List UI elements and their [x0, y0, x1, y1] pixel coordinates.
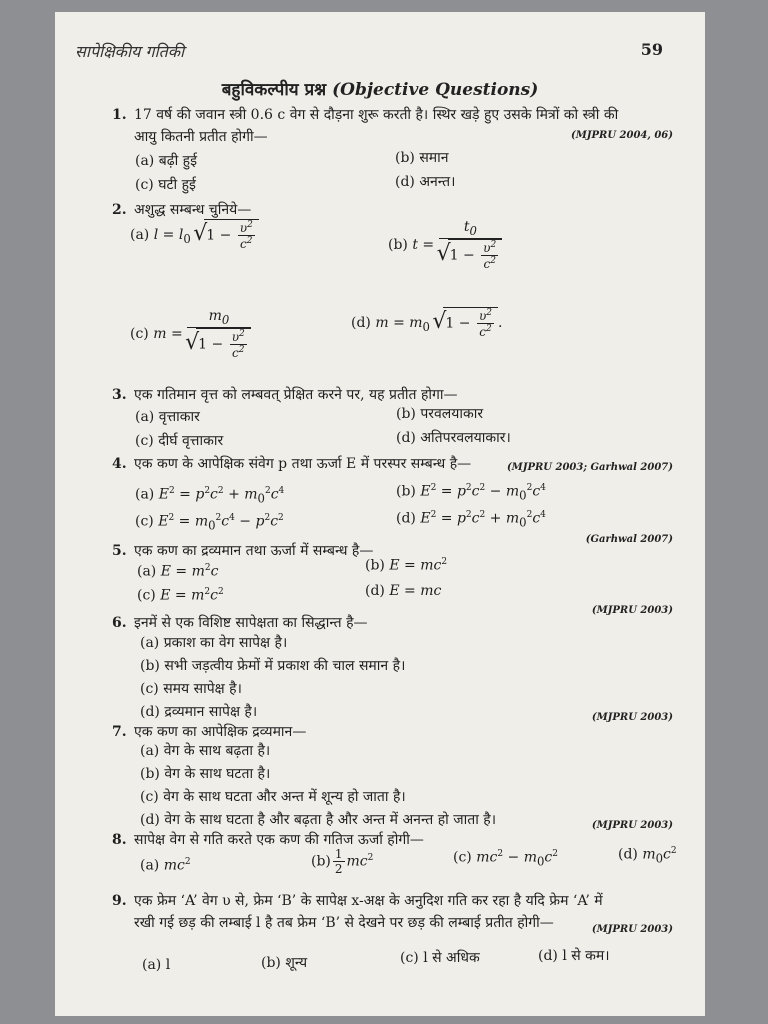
option-label: (b)	[396, 483, 416, 500]
option-label: (a)	[130, 227, 150, 243]
q5-option-c: (c) $E = m^2c^2$	[137, 587, 224, 604]
question-2	[112, 200, 251, 219]
q6-option-d: (d) द्रव्यमान सापेक्ष है।	[140, 704, 258, 720]
q9-option-d: (d) l से कम।	[538, 948, 610, 964]
q2-option-d: (d) $m = m_0$ √ 1 − $\frac{\upsilon^2}{c^2}$ .	[351, 307, 502, 339]
question-number: 8.	[112, 832, 127, 848]
question-9	[112, 891, 603, 910]
question-1	[112, 105, 618, 124]
question-number: 6.	[112, 615, 127, 631]
question-number: 7.	[112, 724, 127, 740]
option-label: (a)	[137, 563, 157, 580]
question-7-source: (MJPRU 2003)	[591, 712, 673, 723]
q5-option-b: (b) $E = mc^2$	[365, 557, 448, 574]
q8-option-b: (b) $\frac{1}{2}$ $mc^2$	[311, 847, 374, 876]
chapter-header: सापेक्षिकीय गतिकी	[75, 42, 185, 61]
question-9-line2: रखी गई छड़ की लम्बाई l है तब फ्रेम ‘B’ से देखने पर छड़ की लम्बाई प्रतीत होगी—	[134, 915, 554, 931]
question-9-source: (MJPRU 2003)	[591, 924, 673, 935]
option-label: (c)	[130, 325, 149, 342]
q1-option-d: (d) अनन्त।	[395, 174, 456, 190]
q6-option-c: (c) समय सापेक्ष है।	[140, 681, 242, 697]
page-number: 59	[640, 40, 663, 59]
q2-option-c: (c) m = $m_0$ √ 1 − $\frac{\upsilon^2}{c^2}$	[130, 308, 251, 360]
q8-option-d: (d) $m_0c^2$	[618, 846, 677, 866]
option-label: (a)	[135, 486, 155, 503]
option-label: (c)	[453, 849, 472, 866]
q3-option-a: (a) वृत्ताकार	[135, 409, 200, 425]
question-text: अशुद्ध सम्बन्ध चुनिये—	[134, 202, 252, 218]
question-4-source: (MJPRU 2003; Garhwal 2007)	[506, 462, 673, 473]
question-5-source: (Garhwal 2007)	[585, 534, 673, 545]
option-label: (d)	[365, 583, 385, 599]
option-label: (c)	[135, 513, 154, 530]
question-text: एक कण का आपेक्षिक द्रव्यमान—	[134, 724, 307, 740]
q8-option-a: (a) $mc^2$	[140, 857, 191, 874]
option-label: (b)	[311, 853, 331, 870]
question-number: 2.	[112, 202, 127, 218]
q9-option-a: (a) l	[142, 957, 171, 973]
q5-option-a: (a) $E = m^2c$	[137, 563, 219, 580]
q9-option-b: (b) शून्य	[261, 955, 308, 971]
question-4	[112, 454, 471, 473]
question-6-source: (MJPRU 2003)	[591, 605, 673, 616]
question-8	[112, 830, 424, 849]
q9-option-c: (c) l से अधिक	[400, 950, 480, 966]
q7-option-b: (b) वेग के साथ घटता है।	[140, 766, 271, 782]
q6-option-a: (a) प्रकाश का वेग सापेक्ष है।	[140, 635, 288, 651]
option-label: (d)	[618, 846, 638, 863]
option-label: (d)	[396, 510, 416, 527]
question-text: 17 वर्ष की जवान स्त्री 0.6 c वेग से दौड़ना शुरू करती है। स्थिर खड़े हुए उसके मित्रों को स्त्री की	[134, 107, 619, 123]
question-text: एक फ्रेम ‘A’ वेग υ से, फ्रेम ‘B’ के सापेक्ष x-अक्ष के अनुदिश गति कर रहा है यदि फ्रेम ‘A’ में	[134, 893, 603, 909]
q1-option-c: (c) घटी हुई	[135, 177, 196, 193]
q4-option-b: (b) $E^2 = p^2c^2 - m_0^2c^4$	[396, 483, 546, 503]
q3-option-d: (d) अतिपरवलयाकार।	[396, 430, 511, 446]
question-1-line2: आयु कितनी प्रतीत होगी—	[134, 129, 268, 145]
q3-option-c: (c) दीर्घ वृत्ताकार	[135, 433, 224, 449]
question-number: 9.	[112, 893, 127, 909]
question-text: एक गतिमान वृत्त को लम्बवत् प्रेक्षित करने पर, यह प्रतीत होगा—	[134, 387, 458, 403]
option-label: (c)	[137, 587, 156, 604]
question-7	[112, 722, 306, 741]
question-number: 4.	[112, 456, 127, 472]
question-text: एक कण का द्रव्यमान तथा ऊर्जा में सम्बन्ध है—	[134, 543, 374, 559]
question-text: एक कण के आपेक्षिक संवेग p तथा ऊर्जा E में परस्पर सम्बन्ध है—	[134, 456, 472, 472]
section-title-english: (Objective Questions)	[332, 80, 539, 100]
question-3	[112, 385, 458, 404]
question-number: 3.	[112, 387, 127, 403]
option-label: (d)	[351, 315, 371, 331]
q4-option-d: (d) $E^2 = p^2c^2 + m_0^2c^4$	[396, 510, 546, 530]
question-text: सापेक्ष वेग से गति करते एक कण की गतिज ऊर्जा होगी—	[134, 832, 424, 848]
q4-option-c: (c) $E^2 = m_0^2c^4 - p^2c^2$	[135, 513, 284, 533]
q2-option-b: (b) t = $t_0$ √ 1 − $\frac{\upsilon^2}{c^2}$	[388, 219, 502, 271]
q6-option-b: (b) सभी जड़त्वीय फ्रेमों में प्रकाश की चाल समान है।	[140, 658, 406, 674]
q7-option-c: (c) वेग के साथ घटता और अन्त में शून्य हो जाता है।	[140, 789, 406, 805]
question-1-source: (MJPRU 2004, 06)	[570, 130, 673, 141]
question-number: 5.	[112, 543, 127, 559]
question-8-source: (MJPRU 2003)	[591, 820, 673, 831]
q1-option-a: (a) बढ़ी हुई	[135, 153, 197, 169]
option-label: (b)	[365, 557, 385, 574]
option-label: (b)	[388, 236, 408, 253]
question-6	[112, 613, 368, 632]
question-number: 1.	[112, 107, 127, 123]
q7-option-a: (a) वेग के साथ बढ़ता है।	[140, 743, 271, 759]
section-title-hindi: बहुविकल्पीय प्रश्न	[221, 80, 327, 100]
section-title	[55, 77, 705, 100]
q8-option-c: (c) $mc^2 - m_0c^2$	[453, 849, 558, 869]
q4-option-a: (a) $E^2 = p^2c^2 + m_0^2c^4$	[135, 486, 285, 506]
q3-option-b: (b) परवलयाकार	[396, 406, 484, 422]
q5-option-d: (d) E = mc	[365, 583, 442, 599]
q1-option-b: (b) समान	[395, 150, 449, 166]
q2-option-a: (a) $l = l_0$ √ 1 − $\frac{\upsilon^2}{c^2}$	[130, 219, 259, 251]
book-page	[55, 12, 705, 1016]
question-text: इनमें से एक विशिष्ट सापेक्षता का सिद्धान्त है—	[134, 615, 368, 631]
option-label: (a)	[140, 857, 160, 874]
question-5	[112, 541, 373, 560]
q7-option-d: (d) वेग के साथ घटता है और बढ़ता है और अन्त में अनन्त हो जाता है।	[140, 812, 497, 828]
